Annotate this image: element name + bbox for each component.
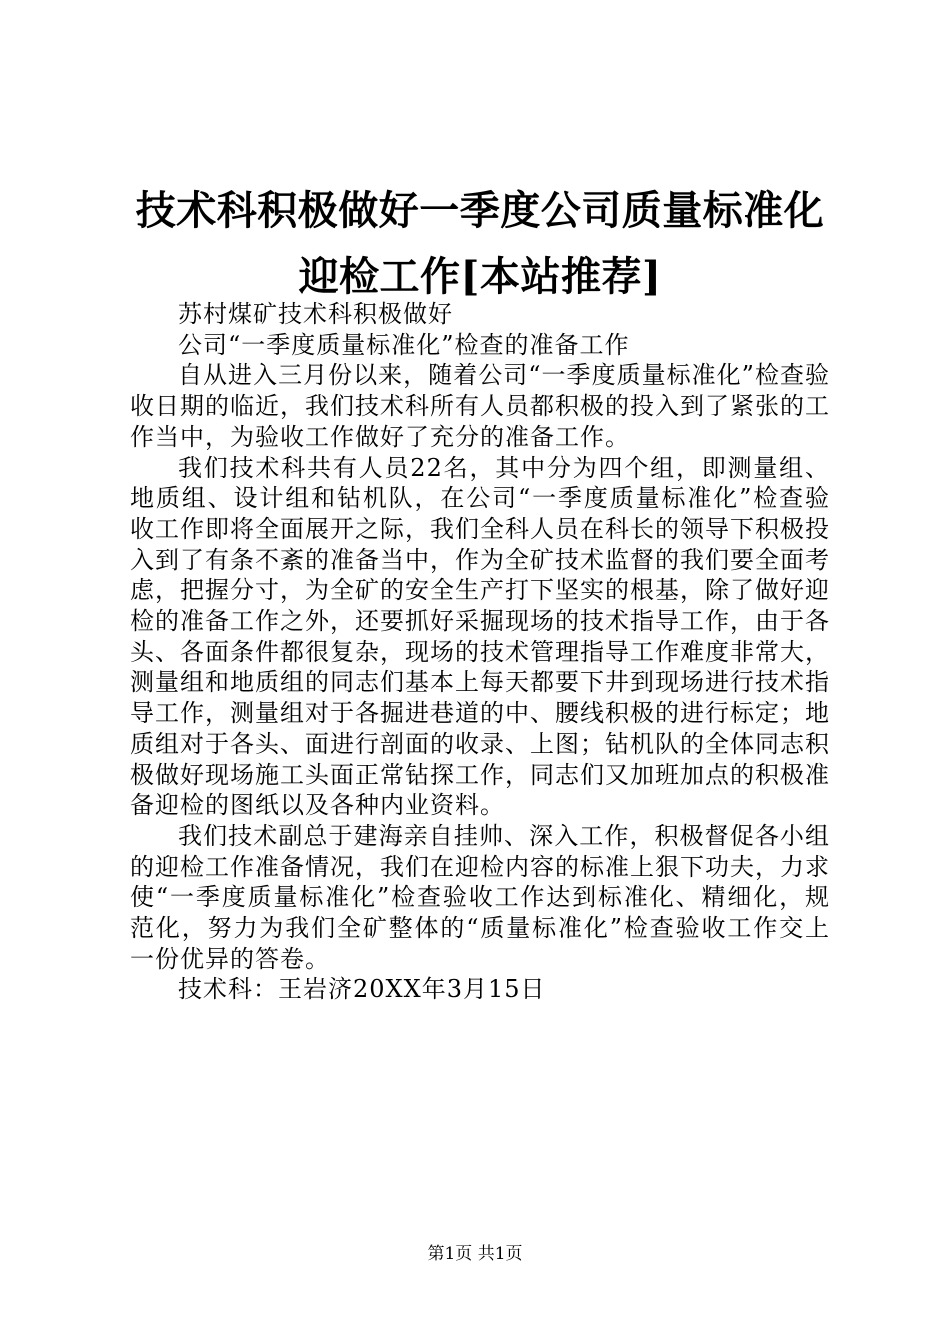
subtitle-line-1: 苏村煤矿技术科积极做好 [178, 300, 453, 328]
page-number-footer: 第1页 共1页 [427, 1244, 523, 1264]
subtitle-line-2: 公司“一季度质量标准化”检查的准备工作 [178, 330, 630, 359]
body-paragraph: 我们技术副总于建海亲自挂帅、深入工作，积极督促各小组的迎检工作准备情况，我们在迎检内容的标准上狠下功夫，力求使“一季度质量标准化”检查验收工作达到标准化、精细化，规范化，努力为我们全矿整体的“质量标准化”检查验收工作交上一份优异的答卷。 [130, 821, 830, 973]
body-paragraph: 我们技术科共有人员22名，其中分为四个组，即测量组、地质组、设计组和钻机队，在公司“一季度质量标准化”检查验收工作即将全面展开之际，我们全科人员在科长的领导下积极投入到了有条不紊的准备当中，作为全矿技术监督的我们要全面考虑，把握分寸，为全矿的安全生产打下坚实的根基，除了做好迎检的准备工作之外，还要抓好采掘现场的技术指导工作，由于各头、各面条件都很复杂，现场的技术管理指导工作难度非常大，测量组和地质组的同志们基本上每天都要下井到现场进行技术指导工作，测量组对于各掘进巷道的中、腰线积极的进行标定；地质组对于各头、面进行剖面的收录、上图；钻机队的全体同志积极做好现场施工头面正常钻探工作，同志们又加班加点的积极准备迎检的图纸以及各种内业资料。 [130, 453, 830, 820]
signature-line: 技术科：王岩济20XX年3月15日 [178, 975, 546, 1004]
body-paragraph: 自从进入三月份以来，随着公司“一季度质量标准化”检查验收日期的临近，我们技术科所有人员都积极的投入到了紧张的工作当中，为验收工作做好了充分的准备工作。 [130, 361, 830, 451]
document-body [130, 299, 830, 1005]
document-title: 技术科积极做好一季度公司质量标准化迎检工作[本站推荐] [135, 187, 825, 300]
